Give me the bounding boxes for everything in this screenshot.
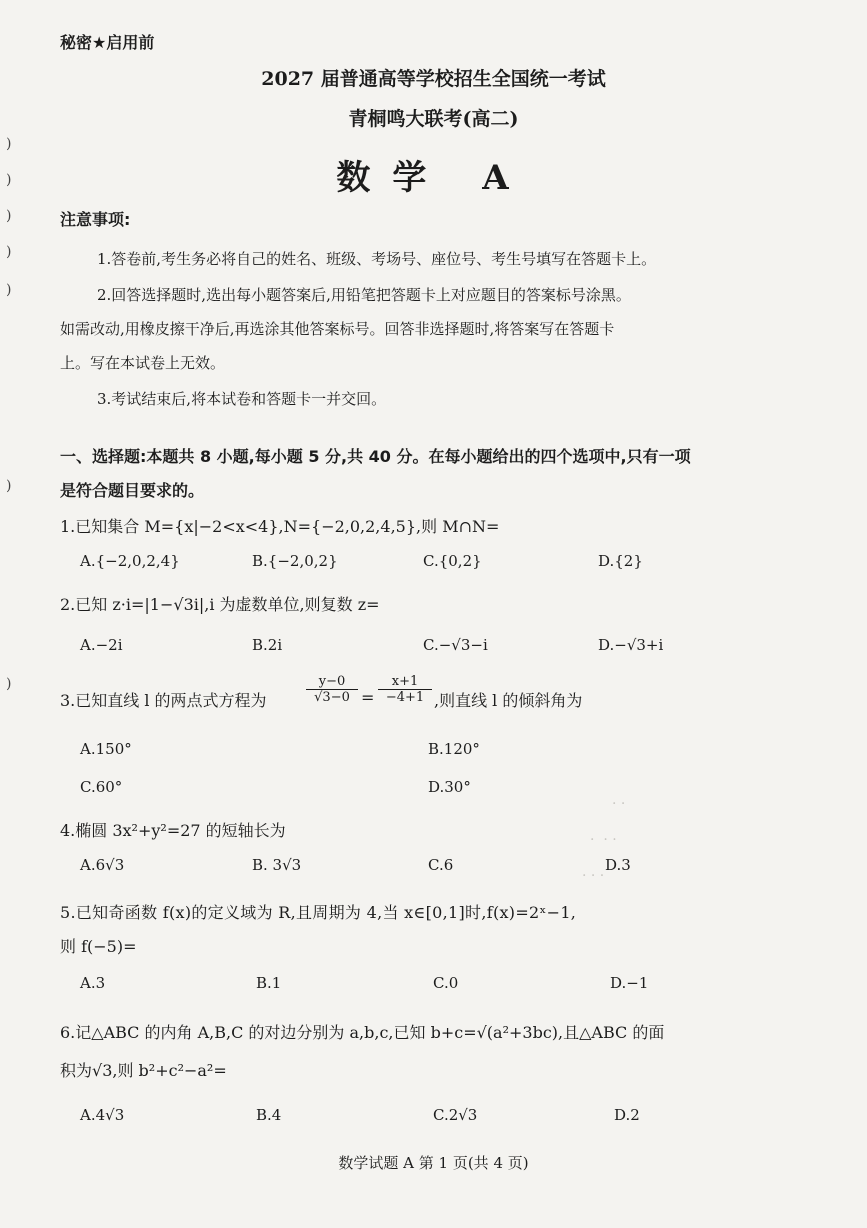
fraction-2-numerator: x+1 (378, 674, 432, 690)
exam-subtitle: 青桐鸣大联考(高二) (348, 108, 519, 130)
equals-sign: = (361, 688, 375, 707)
notice-item: 2.回答选择题时,选出每小题答案后,用铅笔把答题卡上对应题目的答案标号涂黑。 (97, 286, 631, 304)
confidential-label: 秘密★启用前 (60, 33, 155, 52)
option-d: D.3 (605, 856, 631, 874)
option-b: B.120° (428, 740, 480, 758)
binding-mark: ) (6, 244, 12, 260)
notice-heading: 注意事项: (60, 210, 131, 229)
option-b: B. 3√3 (252, 856, 302, 874)
option-d: D.−√3+i (598, 636, 664, 654)
fraction-1 (306, 674, 358, 705)
option-c: C.−√3−i (423, 636, 488, 654)
option-d: D.{2} (598, 552, 643, 570)
option-c: C.{0,2} (423, 552, 482, 570)
option-a: A.4√3 (80, 1106, 125, 1124)
subject-title: 数学 A (336, 158, 531, 198)
question-3-suffix: ,则直线 l 的倾斜角为 (434, 691, 583, 710)
option-b: B.4 (256, 1106, 282, 1124)
binding-mark: ) (6, 136, 12, 152)
question-6-stem: 6.记△ABC 的内角 A,B,C 的对边分别为 a,b,c,已知 b+c=√(a²+3bc),且△ABC 的面 (60, 1023, 665, 1042)
question-1-stem: 1.已知集合 M={x|−2<x<4},N={−2,0,2,4,5},则 M∩N= (60, 517, 500, 536)
binding-mark: ) (6, 676, 12, 692)
question-4-stem: 4.椭圆 3x²+y²=27 的短轴长为 (60, 821, 286, 840)
notice-item: 上。写在本试卷上无效。 (60, 354, 226, 372)
option-d: D.−1 (610, 974, 649, 992)
notice-item: 3.考试结束后,将本试卷和答题卡一并交回。 (97, 390, 387, 408)
option-a: A.150° (80, 740, 132, 758)
notice-item: 1.答卷前,考生务必将自己的姓名、班级、考场号、座位号、考生号填写在答题卡上。 (97, 250, 657, 268)
show-through-text: · · · (590, 832, 617, 848)
fraction-1-numerator: y−0 (306, 674, 358, 690)
section-heading: 是符合题目要求的。 (60, 481, 205, 500)
fraction-2-denominator: −4+1 (385, 690, 425, 705)
option-d: D.2 (614, 1106, 640, 1124)
option-c: C.2√3 (433, 1106, 478, 1124)
option-a: A.{−2,0,2,4} (80, 552, 180, 570)
binding-mark: ) (6, 172, 12, 188)
question-5-stem: 5.已知奇函数 f(x)的定义域为 R,且周期为 4,当 x∈[0,1]时,f(x)=2ˣ−1, (60, 903, 577, 922)
option-a: A.6√3 (80, 856, 125, 874)
fraction-1-denominator: √3−0 (314, 690, 350, 705)
binding-mark: ) (6, 478, 12, 494)
fraction-2 (378, 674, 432, 705)
binding-mark: ) (6, 208, 12, 224)
option-a: A.3 (80, 974, 106, 992)
show-through-text: · · · (582, 868, 605, 884)
option-c: C.6 (428, 856, 454, 874)
question-6-stem-cont: 积为√3,则 b²+c²−a²= (60, 1061, 227, 1080)
option-d: D.30° (428, 778, 471, 796)
option-b: B.2i (252, 636, 283, 654)
exam-title: 2027 届普通高等学校招生全国统一考试 (261, 68, 606, 90)
question-2-stem: 2.已知 z·i=|1−√3i|,i 为虚数单位,则复数 z= (60, 595, 380, 614)
option-c: C.60° (80, 778, 123, 796)
option-a: A.−2i (80, 636, 123, 654)
question-3-prefix: 3.已知直线 l 的两点式方程为 (60, 691, 267, 710)
option-b: B.{−2,0,2} (252, 552, 338, 570)
section-heading: 一、选择题:本题共 8 小题,每小题 5 分,共 40 分。在每小题给出的四个选项中,只有一项 (60, 447, 691, 466)
page-footer: 数学试题 A 第 1 页(共 4 页) (338, 1154, 529, 1172)
notice-item: 如需改动,用橡皮擦干净后,再选涂其他答案标号。回答非选择题时,将答案写在答题卡 (60, 320, 615, 338)
binding-mark: ) (6, 282, 12, 298)
question-5-stem-cont: 则 f(−5)= (60, 937, 137, 956)
option-b: B.1 (256, 974, 282, 992)
show-through-text: · · (612, 796, 626, 812)
option-c: C.0 (433, 974, 459, 992)
